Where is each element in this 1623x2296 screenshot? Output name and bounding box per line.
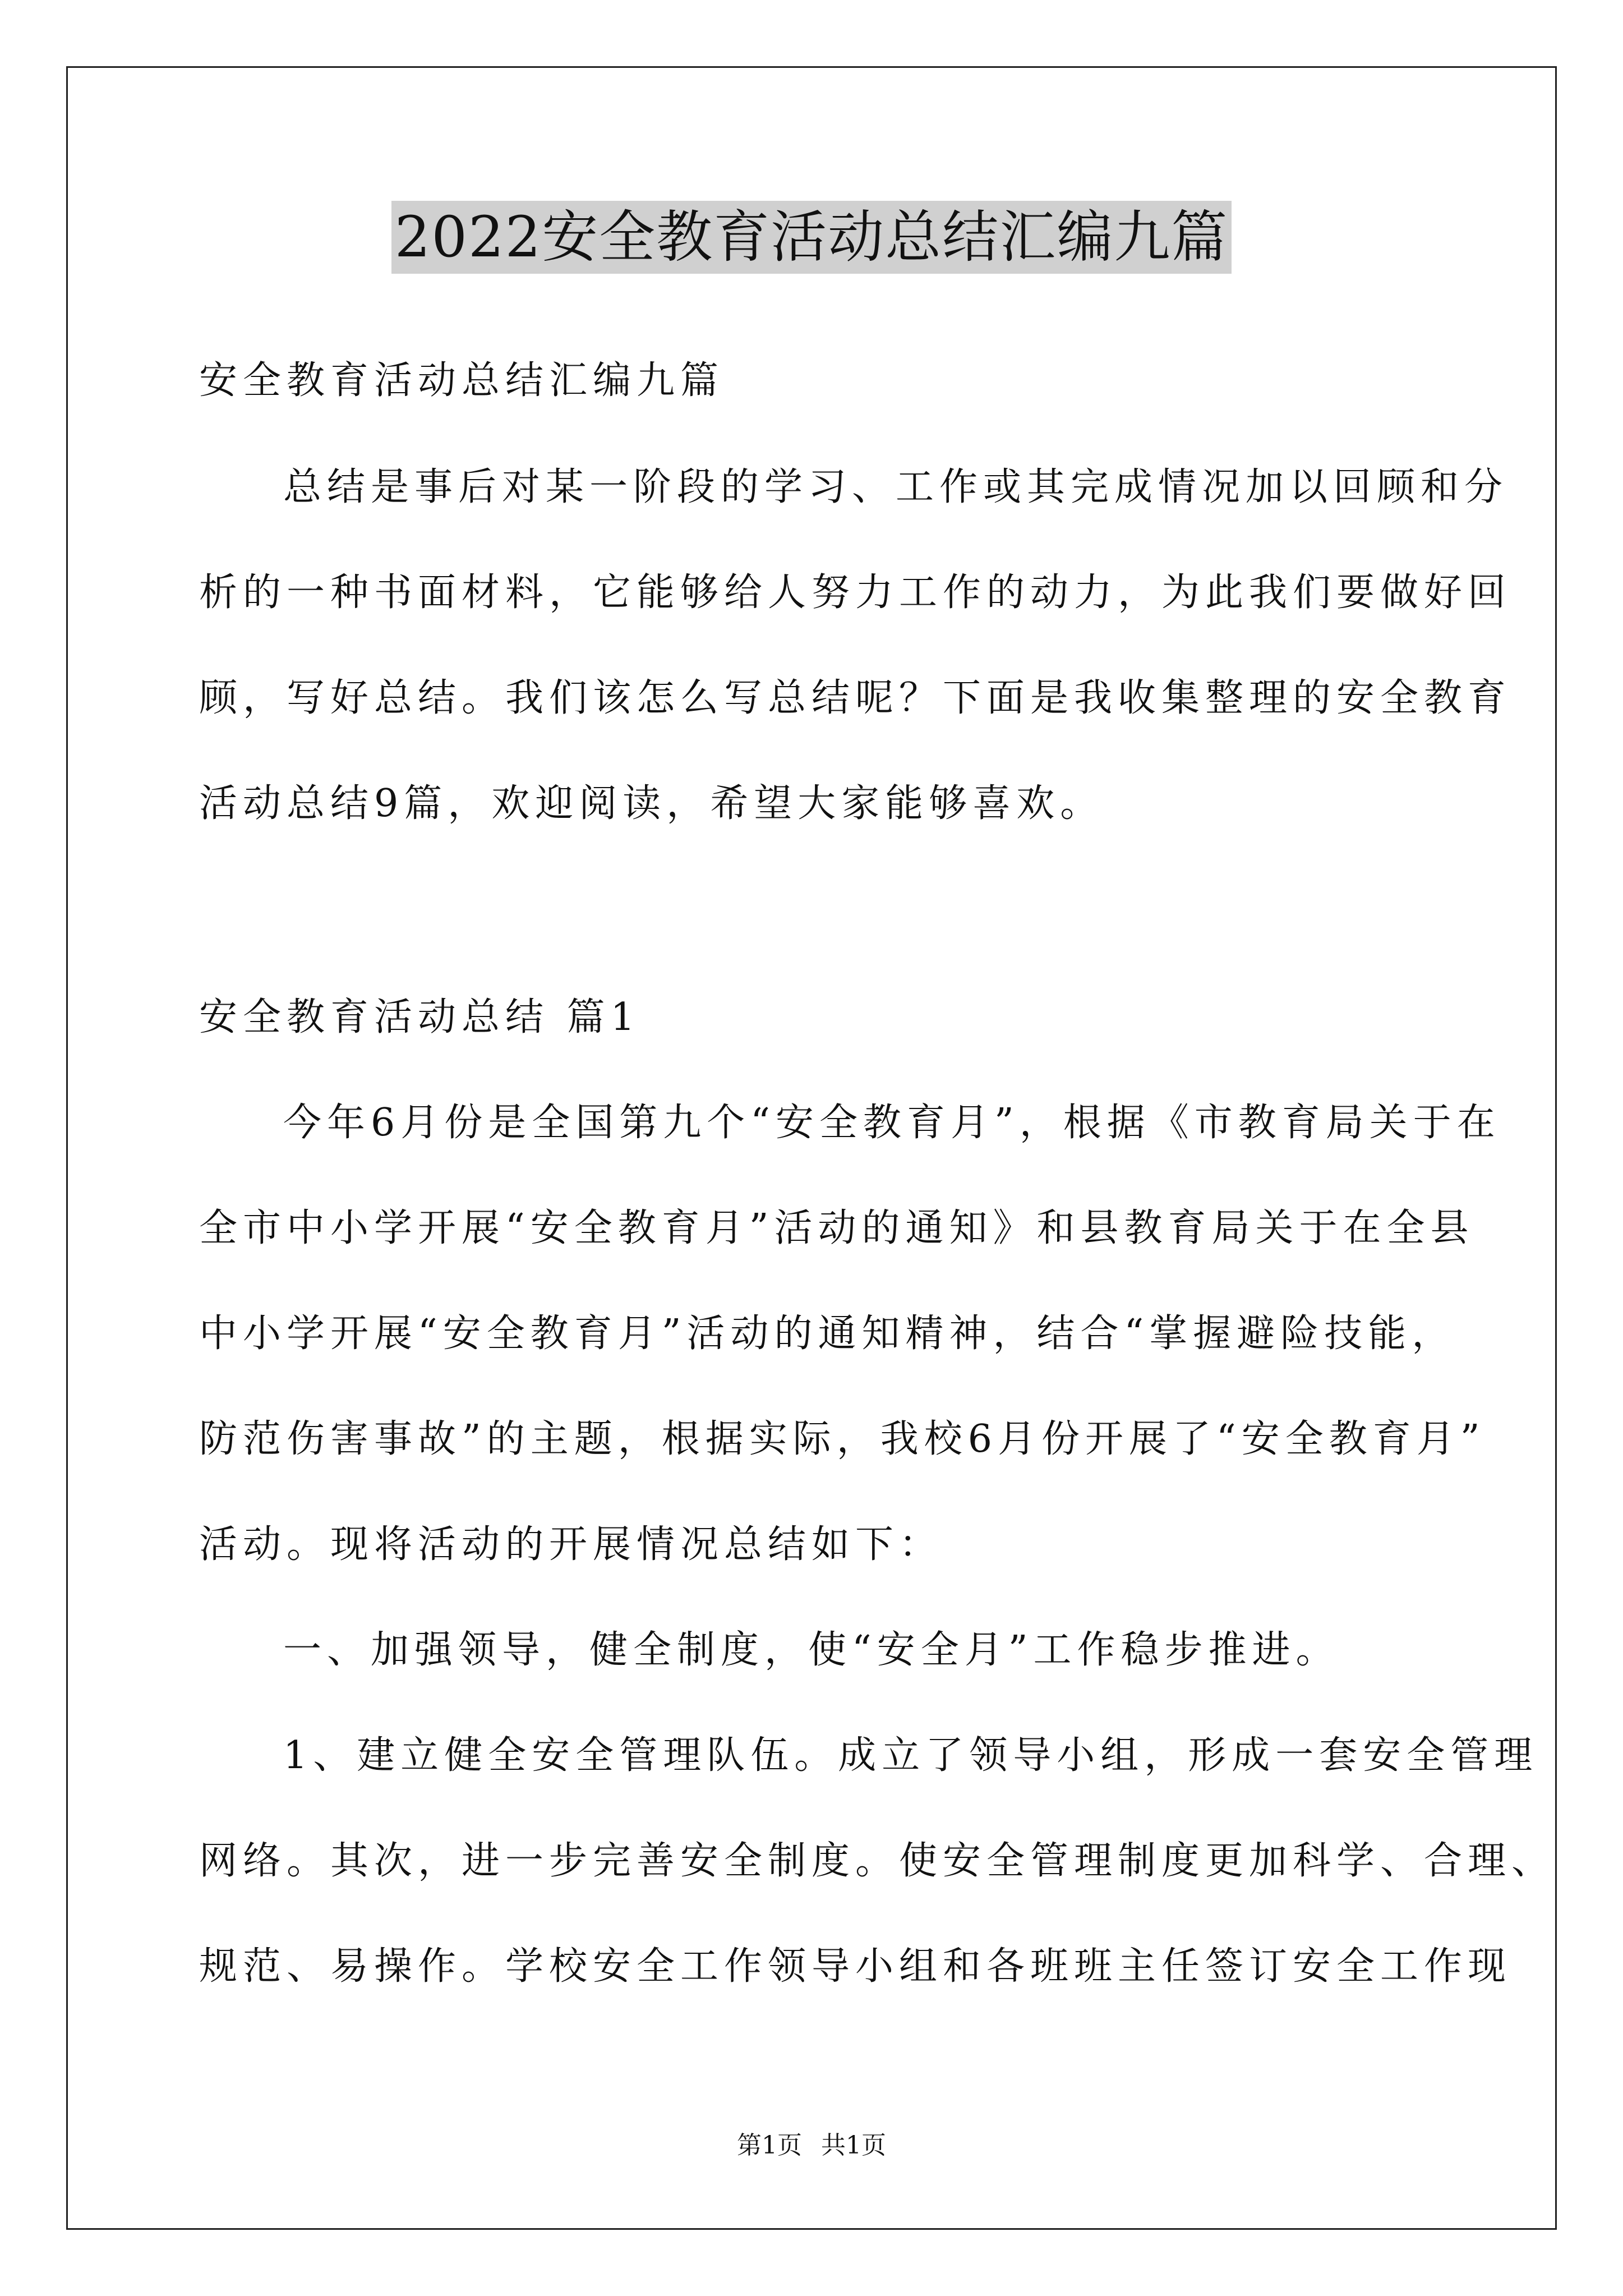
paragraph-line: 规范、易操作。学校安全工作领导小组和各班班主任签订安全工作现 xyxy=(199,1944,1512,1989)
document-subtitle xyxy=(199,328,1455,434)
paragraph-line: 今年6月份是全国第九个“安全教育月”，根据《市教育局关于在 xyxy=(283,1101,1501,1145)
paragraph-line: 1、建立健全安全管理队伍。成立了领导小组，形成一套安全管理 xyxy=(283,1733,1538,1778)
page-footer xyxy=(0,2129,1623,2162)
point-heading: 一、加强领导，健全制度，使“安全月”工作稳步推进。 xyxy=(283,1628,1340,1672)
subtitle-line: 安全教育活动总结汇编九篇 xyxy=(199,358,725,403)
intro-line: 析的一种书面材料，它能够给人努力工作的动力，为此我们要做好回 xyxy=(199,570,1512,615)
page-number-total: 共1页 xyxy=(821,2131,886,2160)
document-title: 2022安全教育活动总结汇编九篇 xyxy=(391,201,1232,274)
intro-paragraph xyxy=(199,435,1512,857)
paragraph-line: 网络。其次，进一步完善安全制度。使安全管理制度更加科学、合理、 xyxy=(199,1839,1556,1883)
intro-line: 活动总结9篇，欢迎阅读，希望大家能够喜欢。 xyxy=(199,781,1104,826)
section1-paragraph xyxy=(199,1070,1556,2019)
title-container xyxy=(0,201,1623,274)
paragraph-line: 防范伤害事故”的主题，根据实际，我校6月份开展了“安全教育月” xyxy=(199,1417,1486,1461)
intro-line: 总结是事后对某一阶段的学习、工作或其完成情况加以回顾和分 xyxy=(283,465,1509,509)
section-heading-text: 安全教育活动总结 篇1 xyxy=(199,995,640,1039)
intro-line: 顾，写好总结。我们该怎么写总结呢？下面是我收集整理的安全教育 xyxy=(199,676,1512,720)
paragraph-line: 中小学开展“安全教育月”活动的通知精神，结合“掌握避险技能， xyxy=(199,1312,1456,1356)
paragraph-line: 活动。现将活动的开展情况总结如下： xyxy=(199,1522,943,1567)
section-heading xyxy=(199,965,1455,1070)
paragraph-line: 全市中小学开展“安全教育月”活动的通知》和县教育局关于在全县 xyxy=(199,1206,1474,1250)
page-number-current: 第1页 xyxy=(737,2131,802,2160)
